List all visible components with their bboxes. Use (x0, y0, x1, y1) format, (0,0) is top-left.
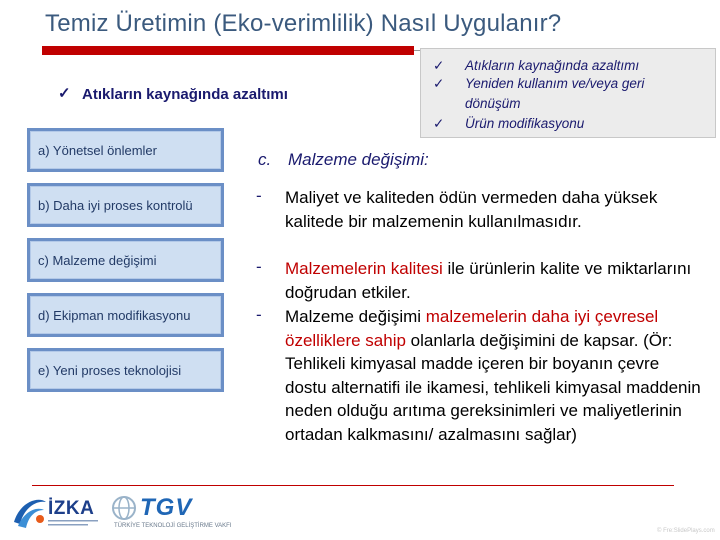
bullet-text (285, 305, 705, 447)
izka-logo (10, 492, 108, 532)
menu-button-label: e) Yeni proses teknolojisi (38, 363, 182, 378)
menu-button-label: a) Yönetsel önlemler (38, 143, 157, 158)
izka-subtitle-lines (48, 519, 106, 527)
section-heading (258, 150, 429, 170)
side-list-text: Atıkların kaynağında azaltımı (465, 58, 640, 73)
check-icon: ✓ (58, 85, 71, 102)
highlight-text: Malzemelerin kalitesi (285, 259, 443, 278)
side-list-text: dönüşüm (465, 96, 521, 111)
globe-icon (110, 494, 144, 524)
side-list-text: Yeniden kullanım ve/veya geri (465, 76, 645, 91)
menu-button-proses-kontrolu[interactable] (27, 183, 224, 227)
check-icon: ✓ (433, 76, 445, 91)
tgv-tagline: TÜRKİYE TEKNOLOJİ GELİŞTİRME VAKFI (114, 523, 232, 529)
check-icon: ✓ (433, 116, 445, 131)
bullet-dash: - (256, 305, 262, 324)
izka-name: İZKA (48, 498, 95, 519)
watermark: © Fre:SlidePlays.com (657, 528, 715, 534)
bullet-dash: - (256, 186, 262, 205)
footer-divider (32, 485, 674, 486)
section-title: Malzeme değişimi: (288, 150, 429, 169)
bullet-dash: - (256, 257, 262, 276)
highlight-text: malzemelerin daha iyi çevresel özelliklere sahip (285, 307, 659, 350)
main-point-label: Atıkların kaynağında azaltımı (82, 86, 288, 103)
tgv-name: TGV (140, 494, 193, 521)
body-text: Malzeme değişimi (285, 307, 426, 326)
menu-button-label: d) Ekipman modifikasyonu (38, 308, 191, 323)
title-underline-bar (42, 46, 414, 55)
menu-button-label: c) Malzeme değişimi (38, 253, 157, 268)
menu-button-yeni-proses-teknolojisi[interactable] (27, 348, 224, 392)
section-number: c. (258, 150, 272, 169)
menu-button-ekipman-modifikasyonu[interactable] (27, 293, 224, 337)
menu-button-malzeme-degisimi[interactable] (27, 238, 224, 282)
side-list-text: Ürün modifikasyonu (465, 116, 585, 131)
body-text: olanlarla değişimini de kapsar. (Ör: Tehlikeli kimyasal madde içeren bir boyanın çevre dostu alternatifi ile ikamesi, tehlikeli kimyasal maddenin neden olduğu arıtıma gereksinimleri ve maliyetlerinin ortadan kalkmasını/ azalmasını sağlar) (285, 330, 701, 444)
slide-title: Temiz Üretimin (Eko-verimlilik) Nasıl Uygulanır? (45, 10, 562, 37)
izka-swirl-icon (10, 492, 50, 532)
bullet-text: Maliyet ve kaliteden ödün vermeden daha yüksek kalitede bir malzemenin kullanılmasıdır. (285, 188, 658, 231)
bullet-text (285, 257, 705, 304)
side-summary-box (420, 48, 716, 138)
menu-button-yonetsel-onlemler[interactable] (27, 128, 224, 172)
menu-button-label: b) Daha iyi proses kontrolü (38, 198, 193, 213)
tgv-logo (110, 494, 232, 532)
check-icon: ✓ (433, 58, 445, 73)
body-text: ile ürünlerin kalite ve miktarlarını doğrudan etkiler. (285, 259, 692, 302)
